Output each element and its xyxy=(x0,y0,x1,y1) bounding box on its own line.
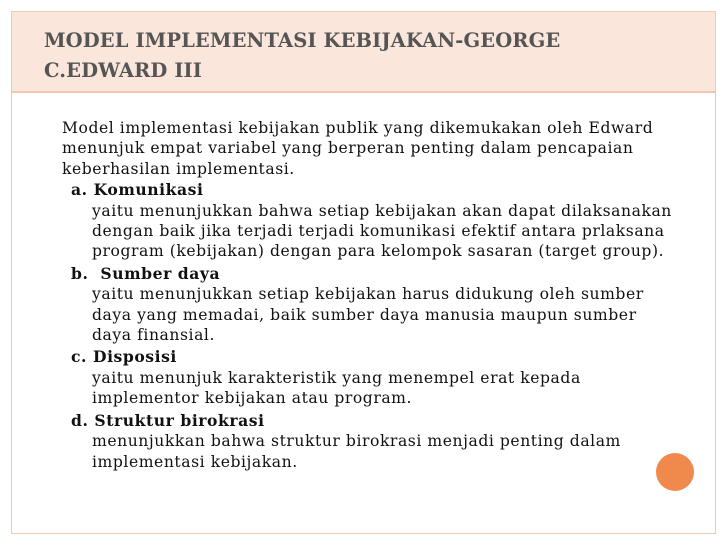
intro-paragraph: Model implementasi kebijakan publik yang dikemukakan oleh Edward menunjuk empat variabel yang berperan penting dalam pencapaian keberhasilan implementasi. xyxy=(62,119,654,178)
decorative-circle xyxy=(656,453,694,491)
variable-body-komunikasi: yaitu menunjukkan bahwa setiap kebijakan akan dapat dilaksanakan dengan baik jika terjadi terjadi komunikasi efektif antara prlaksana program (kebijakan) dengan para kelompok sasaran (target group). xyxy=(92,201,672,261)
variable-heading-struktur-birokrasi: d. Struktur birokrasi xyxy=(71,410,265,430)
variable-body-disposisi: yaitu menunjuk karakteristik yang menempel erat kepada implementor kebijakan atau program. xyxy=(92,368,581,408)
title-divider xyxy=(11,91,716,93)
variable-heading-disposisi: c. Disposisi xyxy=(71,347,177,367)
slide-title: MODEL IMPLEMENTASI KEBIJAKAN-GEORGE C.EDWARD III xyxy=(44,29,561,82)
variable-heading-komunikasi: a. Komunikasi xyxy=(71,180,204,200)
variable-body-sumber-daya: yaitu menunjukkan setiap kebijakan harus didukung oleh sumber daya yang memadai, baik sumber daya manusia maupun sumber daya finansial. xyxy=(92,285,644,345)
variable-heading-sumber-daya: b. Sumber daya xyxy=(71,263,221,283)
slide-content xyxy=(62,118,672,472)
variable-body-struktur-birokrasi: menunjukkan bahwa struktur birokrasi menjadi penting dalam implementasi kebijakan. xyxy=(92,432,621,471)
